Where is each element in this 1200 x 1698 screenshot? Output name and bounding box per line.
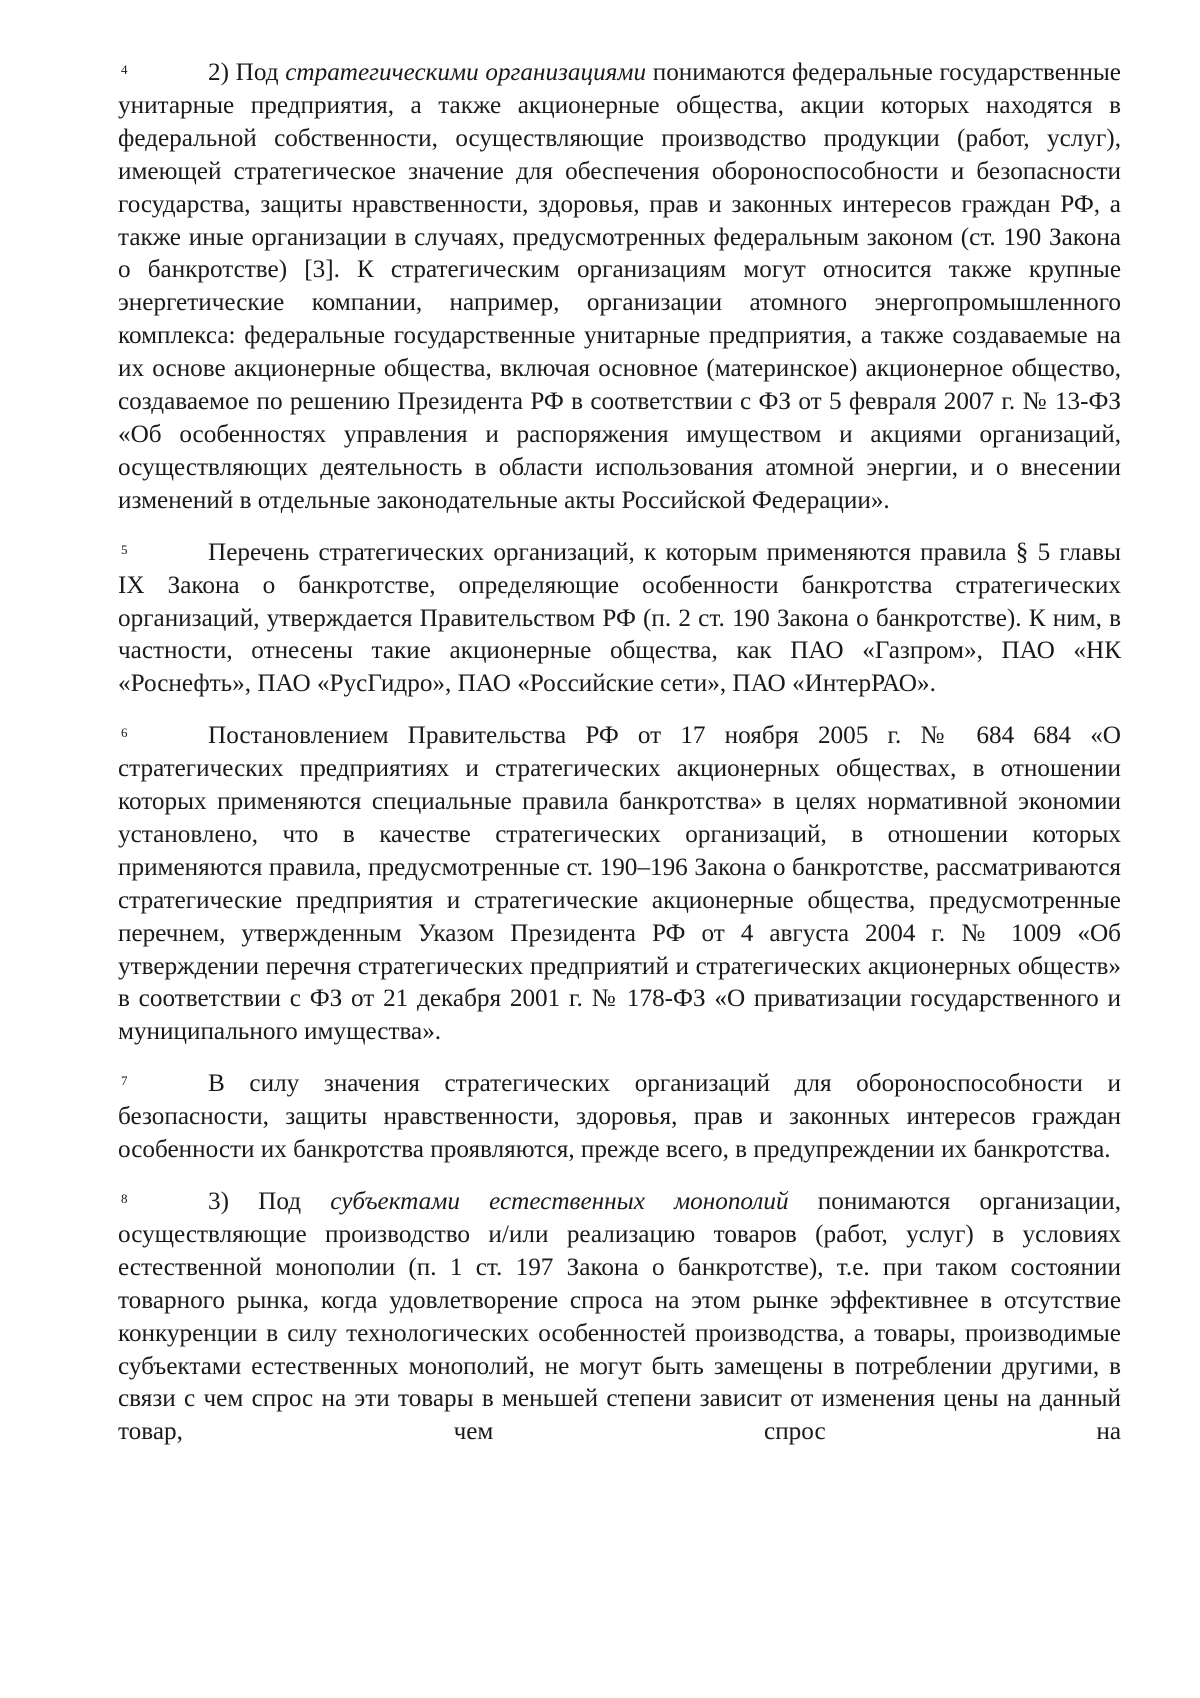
paragraph-5 [118,537,1121,702]
document-body [118,57,1121,1468]
paragraph-text-start: 3) Под [208,1188,331,1215]
emphasized-term: субъектами естественных монополий [330,1188,789,1215]
paragraph-text: понимаются организации, осуществляющие производство и/или реализацию товаров (работ, услуг) в условиях естественной монополии (п. 1 ст. 197 Закона о банкротстве), т.е. при таком состоянии товарного рынка, когда удовлетворение спроса на этом рынке эффективнее в отсутствие конкуренции в силу технологических особенностей производства, а товары, производимые субъектами естественных монополий, не могут быть замещены в потреблении другими, в связи с чем спрос на эти товары в меньшей степени зависит от изменения цены на данный товар, чем спрос на [118,1188,1121,1446]
paragraph-4 [118,57,1121,518]
paragraph-text: понимаются федеральные государственные унитарные предприятия, а также акционерные общества, акции которых находятся в федеральной собственности, осуществляющие производство продукции (работ, услуг), имеющей стратегическое значение для обеспечения обороноспособности и безопасности государства, защиты нравственности, здоровья, прав и законных интересов граждан РФ, а также иные организации в случаях, предусмотренных федеральным законом (ст. 190 Закона о банкротстве) [3]. К стратегическим организациям могут относится также крупные энергетические компании, например, организации атомного энергопромышленного комплекса: федеральные государственные унитарные предприятия, а также создаваемые на их основе акционерные общества, включая основное (материнское) акционерное общество, создаваемое по решению Президента РФ в соответствии с ФЗ от 5 февраля 2007 г. № 13-ФЗ «Об особенностях управления и распоряжения имуществом и акциями организаций, осуществляющих деятельность в области использования атомной энергии, и о внесении изменений в отдельные законодательные акты Российской Федерации». [118,59,1121,514]
paragraph-text: Постановлением Правительства РФ от 17 ноября 2005 г. № 684 684 «О стратегических предприятиях и стратегических акционерных обществах, в отношении которых применяются специальные правила банкротства» в целях нормативной экономии установлено, что в качестве стратегических организаций, в отношении которых применяются правила, предусмотренные ст. 190–196 Закона о банкротстве, рассматриваются стратегические предприятия и стратегические акционерные общества, предусмотренные перечнем, утвержденным Указом Президента РФ от 4 августа 2004 г. № 1009 «Об утверждении перечня стратегических предприятий и стратегических акционерных обществ» в соответствии с ФЗ от 21 декабря 2001 г. № 178-ФЗ «О приватизации государственного и муниципального имущества». [118,722,1121,1046]
paragraph-text: В силу значения стратегических организаций для обороноспособности и безопасности, защиты нравственности, здоровья, прав и законных интересов граждан особенности их банкротства проявляются, прежде всего, в предупреждении их банкротства. [118,1070,1121,1164]
paragraph-text: Перечень стратегических организаций, к которым применяются правила § 5 главы IX Закона о банкротстве, определяющие особенности банкротства стратегических организаций, утверждается Правительством РФ (п. 2 ст. 190 Закона о банкротстве). К ним, в частности, отнесены такие акционерные общества, как ПАО «Газпром», ПАО «НК «Роснефть», ПАО «РусГидро», ПАО «Российские сети», ПАО «ИнтерРАО». [118,538,1121,698]
paragraph-8 [118,1186,1121,1449]
emphasized-term: стратегическими организациями [285,59,647,86]
paragraph-6 [118,720,1121,1049]
paragraph-7 [118,1068,1121,1167]
paragraph-number: 4 [121,62,128,77]
paragraph-number: 5 [121,541,128,557]
paragraph-number: 7 [121,1073,128,1089]
paragraph-number: 8 [121,1191,128,1206]
paragraph-text-start: 2) Под [208,59,286,86]
paragraph-number: 6 [121,725,128,741]
